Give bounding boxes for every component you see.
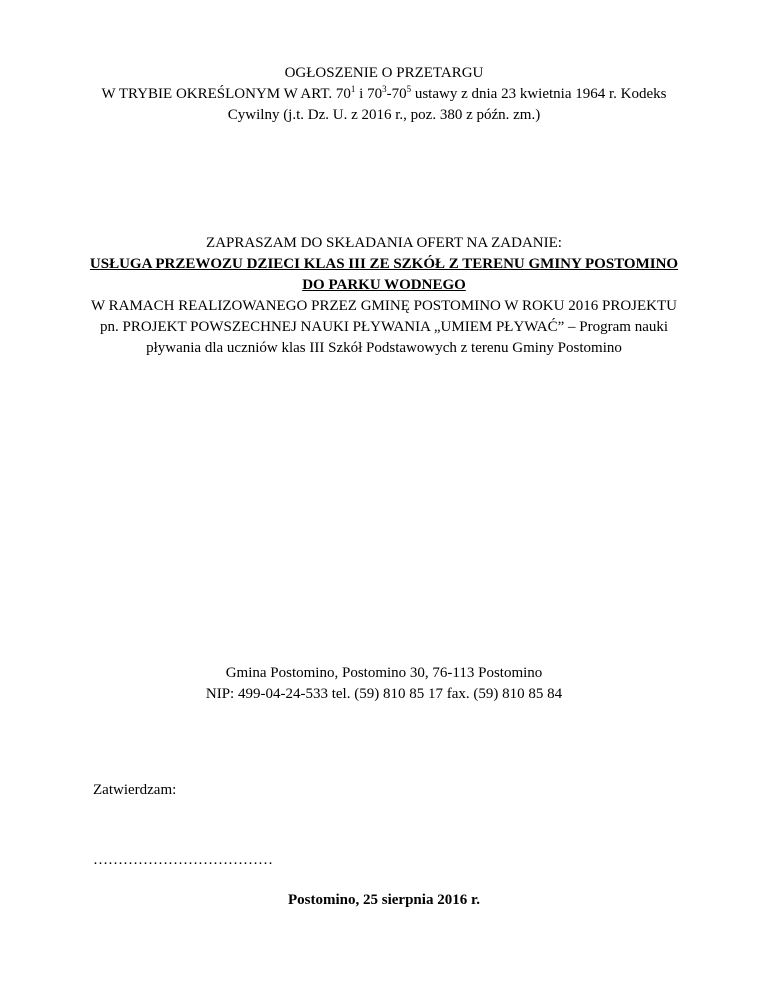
invitation-text: ZAPRASZAM DO SKŁADANIA OFERT NA ZADANIE: [206,235,562,251]
announcement-header [60,63,708,126]
approval-label: Zatwierdzam: [93,782,177,798]
superscript-3: 3 [382,84,387,94]
signature-line: ……………………………… [93,852,273,868]
legal-basis-line [60,84,708,105]
legal-basis-citation: Cywilny (j.t. Dz. U. z 2016 r., poz. 380 z późn. zm.) [227,107,541,123]
address-line: Gmina Postomino, Postomino 30, 76-113 Postomino [225,665,543,681]
legal-basis-prefix: W TRYBIE OKREŚLONYM W ART. 70 [101,86,351,102]
contact-info [60,663,708,705]
project-description-line-1: W RAMACH REALIZOWANEGO PRZEZ GMINĘ POSTOMINO W ROKU 2016 PROJEKTU [91,298,677,314]
place-and-date: Postomino, 25 sierpnia 2016 r. [288,892,480,908]
legal-basis-mid-2: -70 [386,86,407,102]
superscript-5: 5 [406,84,412,94]
project-description-line-3: pływania dla uczniów klas III Szkół Podstawowych z terenu Gminy Postomino [146,340,622,356]
legal-basis-suffix: ustawy z dnia 23 kwietnia 1964 r. Kodeks [411,86,667,102]
project-description-line-2: pn. PROJEKT POWSZECHNEJ NAUKI PŁYWANIA „UMIEM PŁYWAĆ” – Program nauki [99,319,669,335]
legal-basis-mid-1: i 70 [355,86,383,102]
nip-phone-line: NIP: 499-04-24-533 tel. (59) 810 85 17 fax. (59) 810 85 84 [205,686,563,702]
announcement-title: OGŁOSZENIE O PRZETARGU [284,65,484,81]
task-name-line-1: USŁUGA PRZEWOZU DZIECI KLAS III ZE SZKÓŁ Z TERENU GMINY POSTOMINO [89,256,679,272]
superscript-1: 1 [350,84,356,94]
task-name-line-2: DO PARKU WODNEGO [302,277,466,293]
task-section [60,233,708,359]
